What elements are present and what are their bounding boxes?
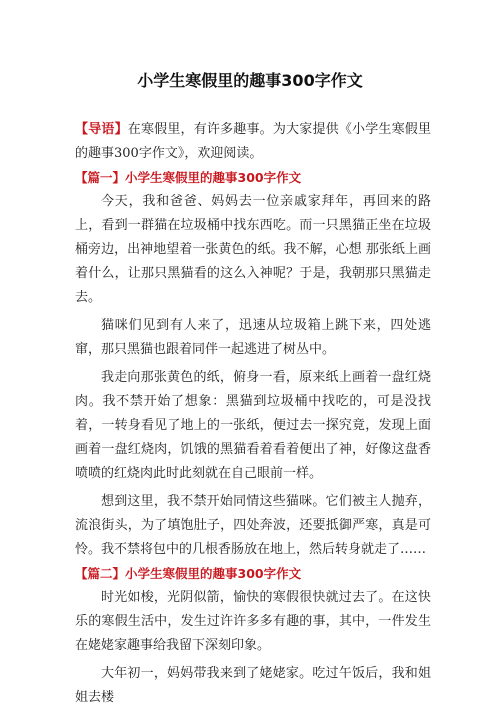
section-heading: 【篇一】小学生寒假里的趣事300字作文 bbox=[75, 170, 302, 185]
page-title: 小学生寒假里的趣事300字作文 bbox=[137, 71, 363, 90]
intro-paragraph bbox=[75, 118, 431, 166]
section-paragraph: 时光如梭，光阴似箭，愉快的寒假很快就过去了。在这快乐的寒假生活中，发生过许许多多有趣的事，其中，一件发生在姥姥家趣事给我留下深刻印象。 bbox=[75, 590, 431, 653]
section-heading: 【篇二】小学生寒假里的趣事300字作文 bbox=[75, 566, 302, 581]
section-paragraph: 我走向那张黄色的纸，俯身一看，原来纸上画着一盘红烧肉。我不禁开始了想象：黑猫到垃圾桶中找吃的，可是没找着，一转身看见了地上的一张纸，便过去一探究竟，发现上面画着一盘红烧肉，饥饿的黑猫看着看着便出了神，好像这盘香喷喷的红烧肉此时此刻就在自己眼前一样。 bbox=[75, 370, 431, 481]
intro-tag: 【导语】 bbox=[75, 122, 128, 137]
section-paragraph: 猫咪们见到有人来了，迅速从垃圾箱上跳下来，四处逃窜，那只黑猫也跟着同伴一起逃进了树丛中。 bbox=[75, 318, 431, 357]
section-paragraph: 今天，我和爸爸、妈妈去一位亲戚家拜年，再回来的路上，看到一群猫在垃圾桶中找东西吃。而一只黑猫正坐在垃圾桶旁边，出神地望着一张黄色的纸。我不解，心想 那张纸上画着什么，让那只黑猫看的这么入神呢？于是，我朝那只黑猫走去。 bbox=[75, 194, 431, 305]
intro-text: 在寒假里，有许多趣事。为大家提供《小学生寒假里的趣事300字作文》，欢迎阅读。 bbox=[75, 122, 431, 161]
article-body bbox=[75, 118, 431, 710]
section-paragraph: 大年初一，妈妈带我来到了姥姥家。吃过午饭后，我和姐姐去楼 bbox=[75, 666, 431, 705]
section-paragraph: 想到这里，我不禁开始同情这些猫咪。它们被主人抛弃，流浪街头，为了填饱肚子，四处奔波，还要抵御严寒，真是可怜。我不禁将包中的几根香肠放在地上，然后转身就走了…… bbox=[75, 494, 431, 557]
